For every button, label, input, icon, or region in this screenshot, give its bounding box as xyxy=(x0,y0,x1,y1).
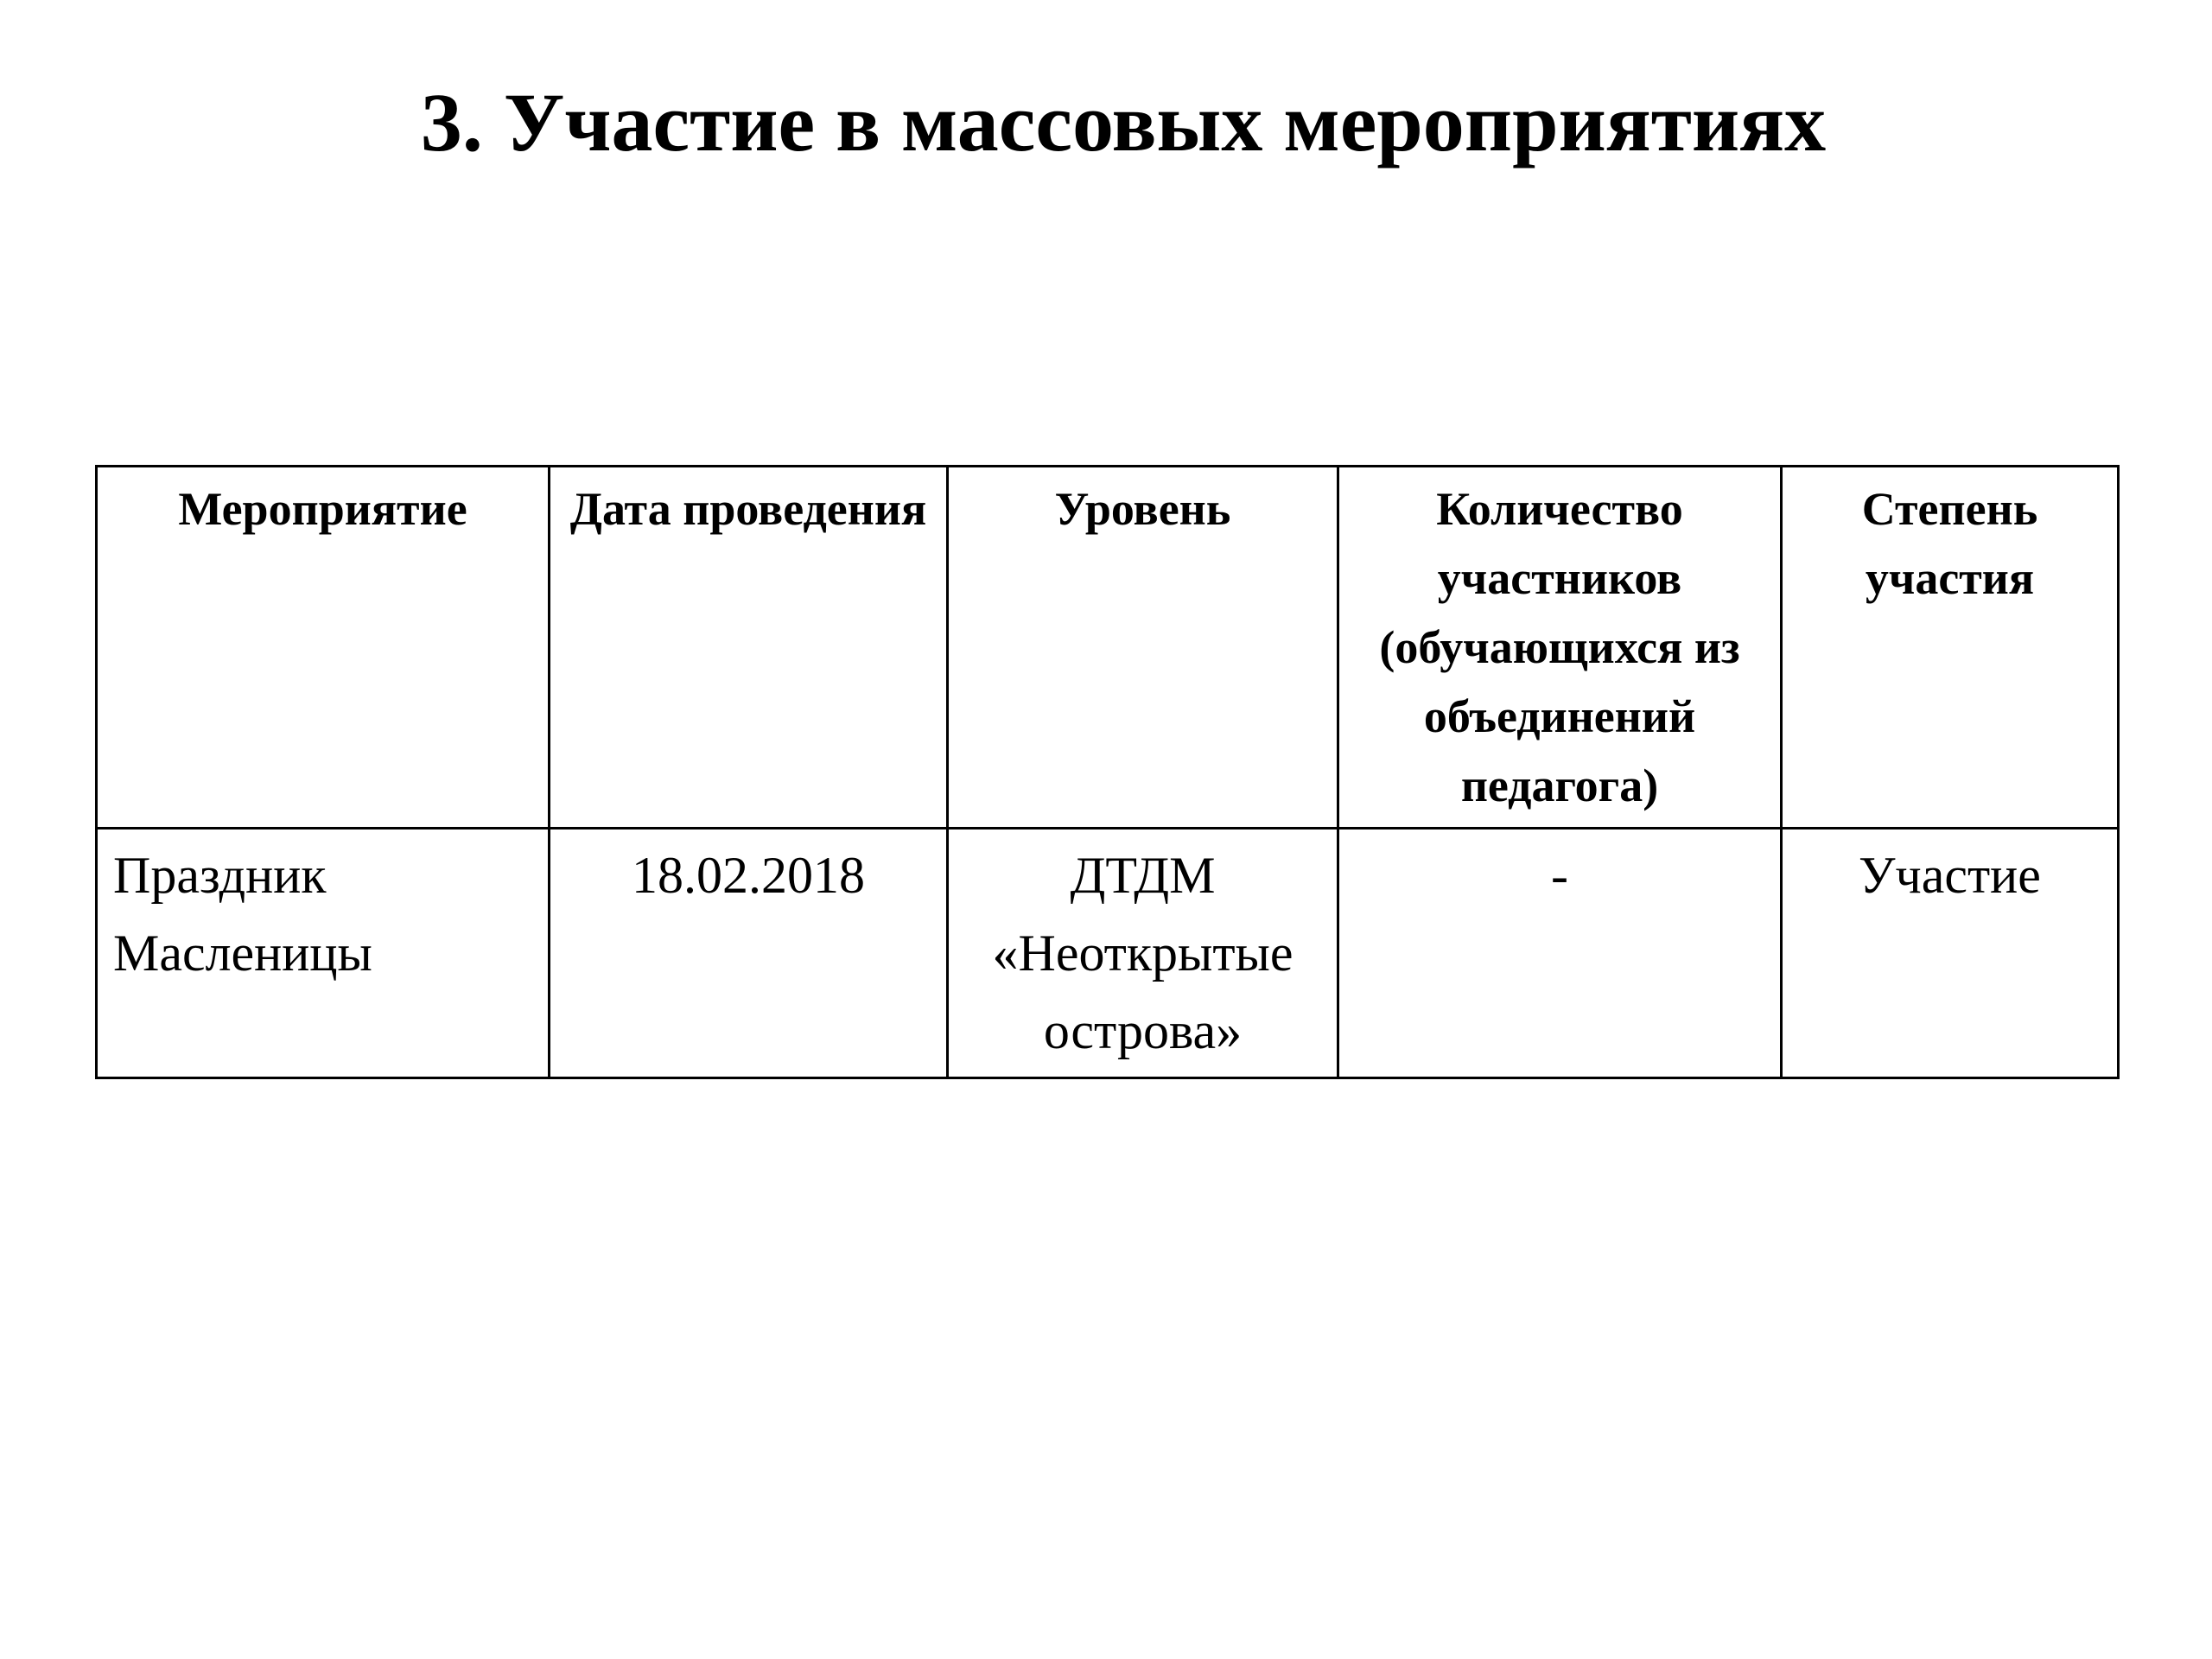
cell-participation-degree: Участие xyxy=(1782,829,2119,1078)
header-event: Мероприятие xyxy=(97,467,550,829)
table-row xyxy=(97,829,2119,1078)
cell-participant-count: - xyxy=(1338,829,1782,1078)
header-level: Уровень xyxy=(948,467,1338,829)
events-table xyxy=(95,465,2120,1079)
cell-event: Праздник Масленицы xyxy=(97,829,550,1078)
cell-level: ДТДМ «Неоткрытые острова» xyxy=(948,829,1338,1078)
cell-date: 18.02.2018 xyxy=(550,829,948,1078)
header-participant-count: Количество участников (обучающихся из объединений педагога) xyxy=(1338,467,1782,829)
table-header-row xyxy=(97,467,2119,829)
page-title: 3. Участие в массовых мероприятиях xyxy=(420,76,1827,168)
header-participation-degree: Степень участия xyxy=(1782,467,2119,829)
header-date: Дата проведения xyxy=(550,467,948,829)
